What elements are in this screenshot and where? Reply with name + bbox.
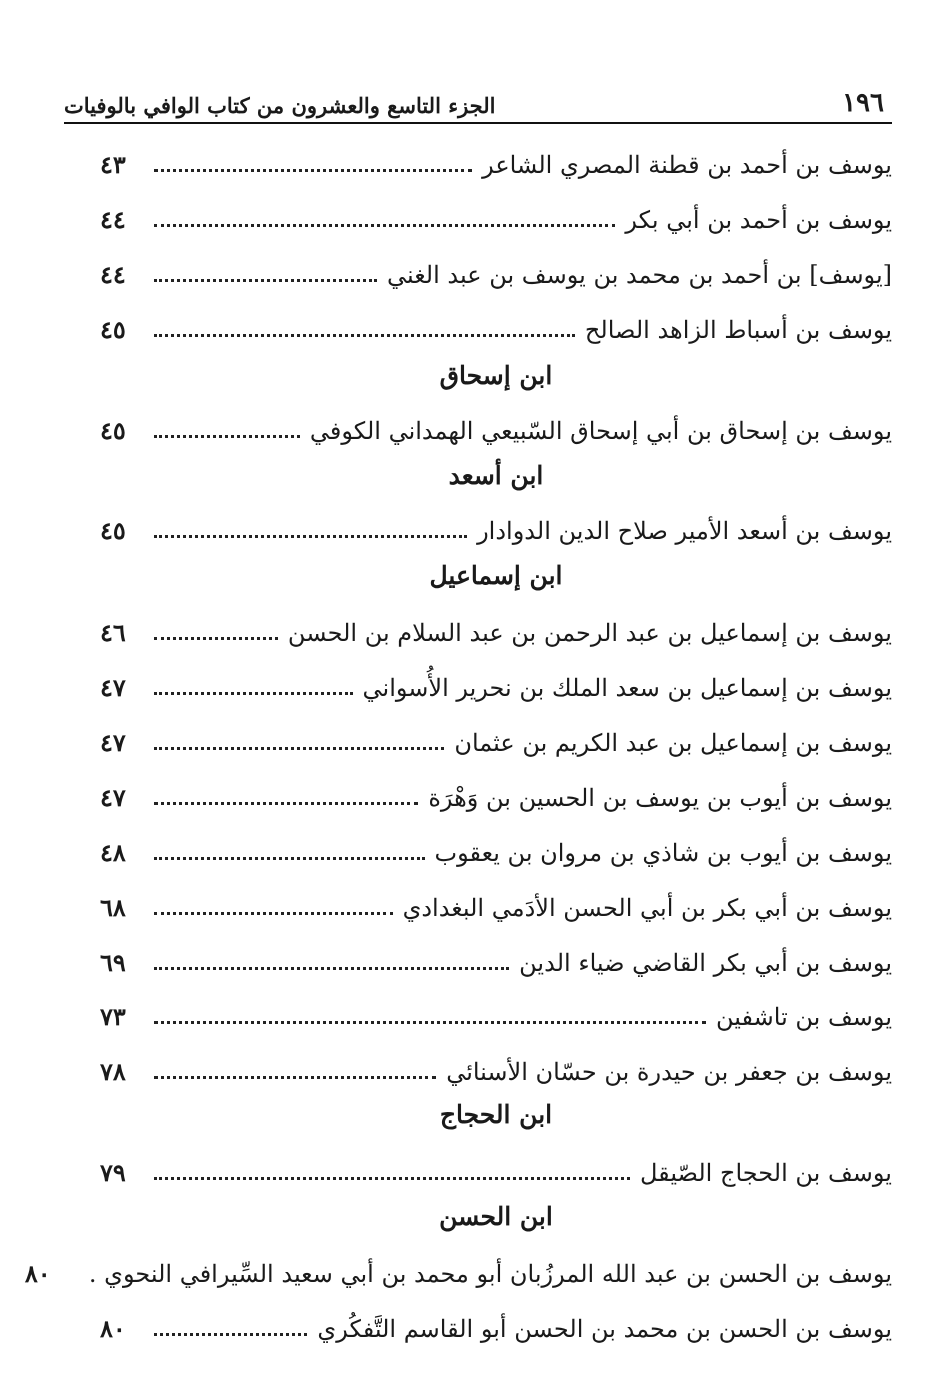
entry-page-number: ٦٨ <box>100 893 126 923</box>
entry-title: يوسف بن أيوب بن شاذي بن مروان بن يعقوب <box>434 839 892 868</box>
entry-page-number: ٤٧ <box>100 673 126 703</box>
page-number: ١٩٦ <box>842 88 884 118</box>
page-header <box>64 78 892 124</box>
section-heading: ابن أسعد <box>448 461 544 490</box>
running-title: الجزء التاسع والعشرون من كتاب الوافي بالوفيات <box>64 93 496 118</box>
entry-title: [يوسف] بن أحمد بن محمد بن يوسف بن عبد الغني <box>386 261 892 290</box>
entry-title: يوسف بن إسحاق بن أبي إسحاق السّبيعي الهمداني الكوفي <box>309 417 892 446</box>
entry-title: يوسف بن أسعد الأمير صلاح الدين الدوادار <box>477 517 892 546</box>
entry-page-number: ٤٦ <box>100 618 126 648</box>
entry-title: يوسف بن إسماعيل بن سعد الملك بن نحرير الأُسواني <box>362 674 892 703</box>
entry-page-number: ٤٥ <box>100 516 126 546</box>
entry-page-number: ٤٤ <box>100 260 126 290</box>
entry-title: يوسف بن الحجاج الصّيقل <box>640 1159 892 1188</box>
toc-entry <box>100 881 892 923</box>
dot-leader <box>154 279 377 282</box>
entry-title: يوسف بن إسماعيل بن عبد الكريم بن عثمان <box>454 729 892 758</box>
dot-leader <box>154 1021 706 1024</box>
entry-title: يوسف بن جعفر بن حيدرة بن حسّان الأسنائي <box>446 1058 892 1087</box>
dot-leader <box>154 435 300 438</box>
dot-leader <box>154 169 472 172</box>
dot-leader <box>154 334 575 337</box>
entry-title: يوسف بن الحسن بن عبد الله المرزُبان أبو محمد بن أبي سعيد السِّيرافي النحوي . <box>88 1260 892 1289</box>
dot-leader <box>154 857 425 860</box>
entry-title: يوسف بن أسباط الزاهد الصالح <box>584 316 892 345</box>
dot-leader <box>154 967 509 970</box>
toc-entry <box>100 1302 892 1344</box>
toc-entry <box>100 504 892 546</box>
entry-page-number: ٤٥ <box>100 315 126 345</box>
entry-title: يوسف بن أحمد بن قطنة المصري الشاعر <box>482 151 892 180</box>
toc-entry <box>100 606 892 648</box>
section-heading: ابن إسماعيل <box>429 561 563 590</box>
entry-page-number: ٤٨ <box>100 838 126 868</box>
entry-page-number: ٤٤ <box>100 205 126 235</box>
section-heading: ابن الحجاج <box>439 1100 553 1129</box>
dot-leader <box>154 802 418 805</box>
dot-leader <box>154 1333 307 1336</box>
entry-title: يوسف بن إسماعيل بن عبد الرحمن بن عبد السلام بن الحسن <box>287 619 892 648</box>
dot-leader <box>154 912 393 915</box>
entry-title: يوسف بن الحسن بن محمد بن الحسن أبو القاسم التَّفكُري <box>317 1315 892 1344</box>
section-heading: ابن الحسن <box>439 1202 553 1231</box>
entry-page-number: ٤٧ <box>100 783 126 813</box>
entry-title: يوسف بن أبي بكر بن أبي الحسن الأدَمي البغدادي <box>402 894 892 923</box>
dot-leader <box>154 1177 630 1180</box>
entry-page-number: ٨٠ <box>24 1259 51 1289</box>
toc-entry <box>100 936 892 978</box>
entry-title: يوسف بن أحمد بن أبي بكر <box>625 206 892 235</box>
toc-entry <box>100 661 892 703</box>
toc-entry <box>100 404 892 446</box>
entry-title: يوسف بن أيوب بن يوسف بن الحسين بن وَهْرَة <box>428 784 892 813</box>
dot-leader <box>154 692 353 695</box>
toc-entry <box>24 1247 892 1289</box>
entry-page-number: ٨٠ <box>100 1314 126 1344</box>
toc-entry <box>100 771 892 813</box>
entry-page-number: ٤٣ <box>100 150 126 180</box>
toc-entry <box>100 193 892 235</box>
entry-page-number: ٦٩ <box>100 948 126 978</box>
toc-entry <box>100 716 892 758</box>
toc-entry <box>100 303 892 345</box>
toc-entry <box>100 1146 892 1188</box>
toc-entry <box>100 990 892 1032</box>
entry-page-number: ٧٩ <box>100 1158 126 1188</box>
toc-entry <box>100 138 892 180</box>
entry-page-number: ٤٥ <box>100 416 126 446</box>
toc-entry <box>100 826 892 868</box>
dot-leader <box>154 1076 436 1079</box>
entry-title: يوسف بن أبي بكر القاضي ضياء الدين <box>519 949 892 978</box>
dot-leader <box>154 224 615 227</box>
dot-leader <box>154 535 467 538</box>
dot-leader <box>154 637 278 640</box>
dot-leader <box>154 747 444 750</box>
toc-entry <box>100 1045 892 1087</box>
section-heading: ابن إسحاق <box>439 361 553 390</box>
entry-page-number: ٧٣ <box>100 1002 126 1032</box>
entry-title: يوسف بن تاشفين <box>716 1003 892 1032</box>
entry-page-number: ٧٨ <box>100 1057 126 1087</box>
entry-page-number: ٤٧ <box>100 728 126 758</box>
toc-entry <box>100 248 892 290</box>
